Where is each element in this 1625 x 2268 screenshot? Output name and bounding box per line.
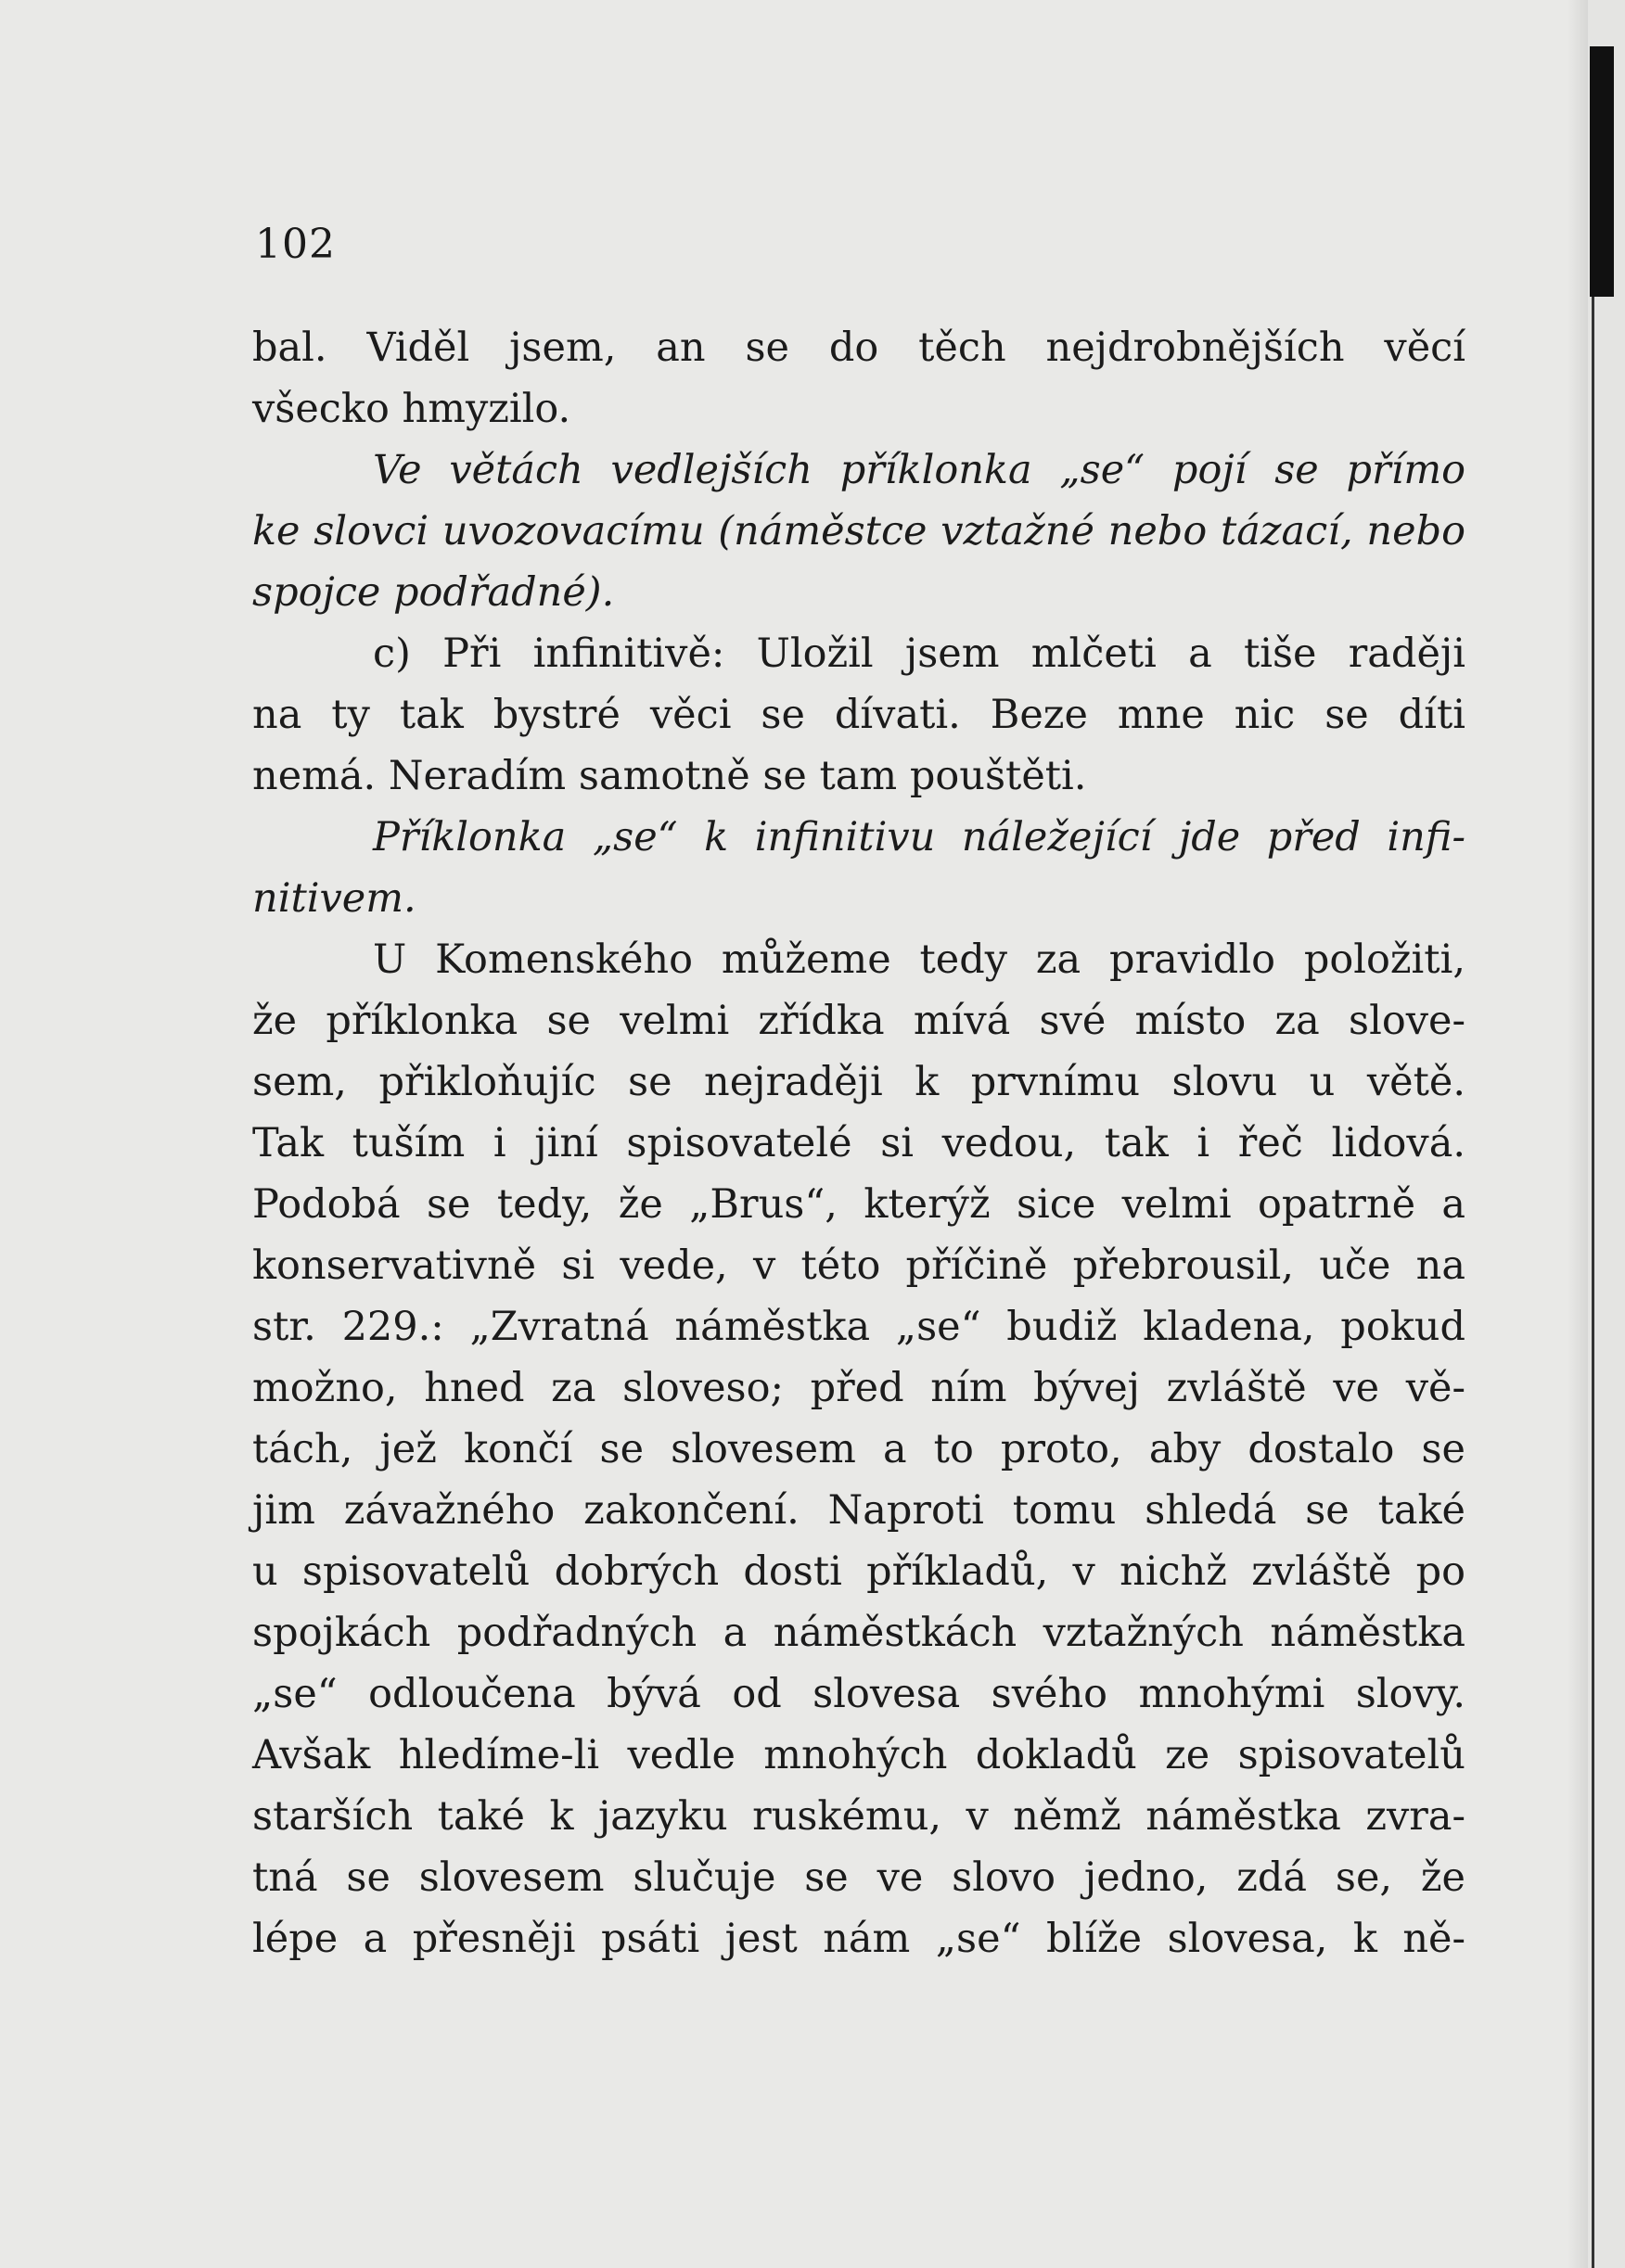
scan-border-band xyxy=(1590,46,1614,297)
text-line: spojce podřadné). xyxy=(252,569,615,616)
text-line: starších také k jazyku ruskému, v němž náměstka zvra- xyxy=(252,1793,1465,1840)
text-line: konservativně si vede, v této příčině přebrousil, uče na xyxy=(252,1242,1465,1289)
text-line: nitivem. xyxy=(252,875,416,922)
page-edge-shadow xyxy=(1567,0,1588,2268)
text-line: „se“ odloučena bývá od slovesa svého mnohými slovy. xyxy=(252,1671,1465,1717)
text-line: tná se slovesem slučuje se ve slovo jedno, zdá se, že xyxy=(252,1854,1465,1901)
page-number: 102 xyxy=(255,221,336,268)
text-line: Tak tuším i jiní spisovatelé si vedou, tak i řeč lidová. xyxy=(252,1120,1465,1166)
text-line: sem, přikloňujíc se nejraději k prvnímu slovu u větě. xyxy=(252,1059,1465,1105)
text-line: všecko hmyzilo. xyxy=(252,386,571,432)
text-line: Avšak hledíme-li vedle mnohých dokladů ze spisovatelů xyxy=(252,1732,1465,1778)
text-line: ke slovci uvozovacímu (náměstce vztažné nebo tázací, nebo xyxy=(252,508,1465,554)
scan-border-line xyxy=(1592,297,1594,2268)
text-line: lépe a přesněji psáti jest nám „se“ blíže slovesa, k ně- xyxy=(252,1916,1465,1962)
text-line: tách, jež končí se slovesem a to proto, aby dostalo se xyxy=(252,1426,1465,1472)
text-line: na ty tak bystré věci se dívati. Beze mne nic se díti xyxy=(252,692,1465,738)
text-line: bal. Viděl jsem, an se do těch nejdrobnějších věcí xyxy=(252,325,1465,371)
body-text xyxy=(252,317,1465,1969)
text-line: nemá. Neradím samotně se tam pouštěti. xyxy=(252,753,1087,799)
text-line: jim závažného zakončení. Naproti tomu shledá se také xyxy=(252,1487,1465,1534)
text-line: Ve větách vedlejších příklonka „se“ pojí se přímo xyxy=(373,447,1465,493)
text-line: možno, hned za sloveso; před ním bývej zvláště ve vě- xyxy=(252,1365,1465,1411)
text-line: u spisovatelů dobrých dosti příkladů, v nichž zvláště po xyxy=(252,1548,1465,1595)
scan-border xyxy=(1588,0,1625,2268)
text-line: c) Při infinitivě: Uložil jsem mlčeti a tiše raději xyxy=(373,631,1465,677)
text-line: Podobá se tedy, že „Brus“, kterýž sice velmi opatrně a xyxy=(252,1181,1465,1228)
text-line: U Komenského můžeme tedy za pravidlo položiti, xyxy=(373,937,1465,983)
text-line: spojkách podřadných a náměstkách vztažných náměstka xyxy=(252,1610,1465,1656)
text-line: že příklonka se velmi zřídka mívá své místo za slove- xyxy=(252,998,1465,1044)
text-line: str. 229.: „Zvratná náměstka „se“ budiž kladena, pokud xyxy=(252,1304,1465,1350)
text-line: Příklonka „se“ k infinitivu náležející jde před infi- xyxy=(373,814,1465,860)
